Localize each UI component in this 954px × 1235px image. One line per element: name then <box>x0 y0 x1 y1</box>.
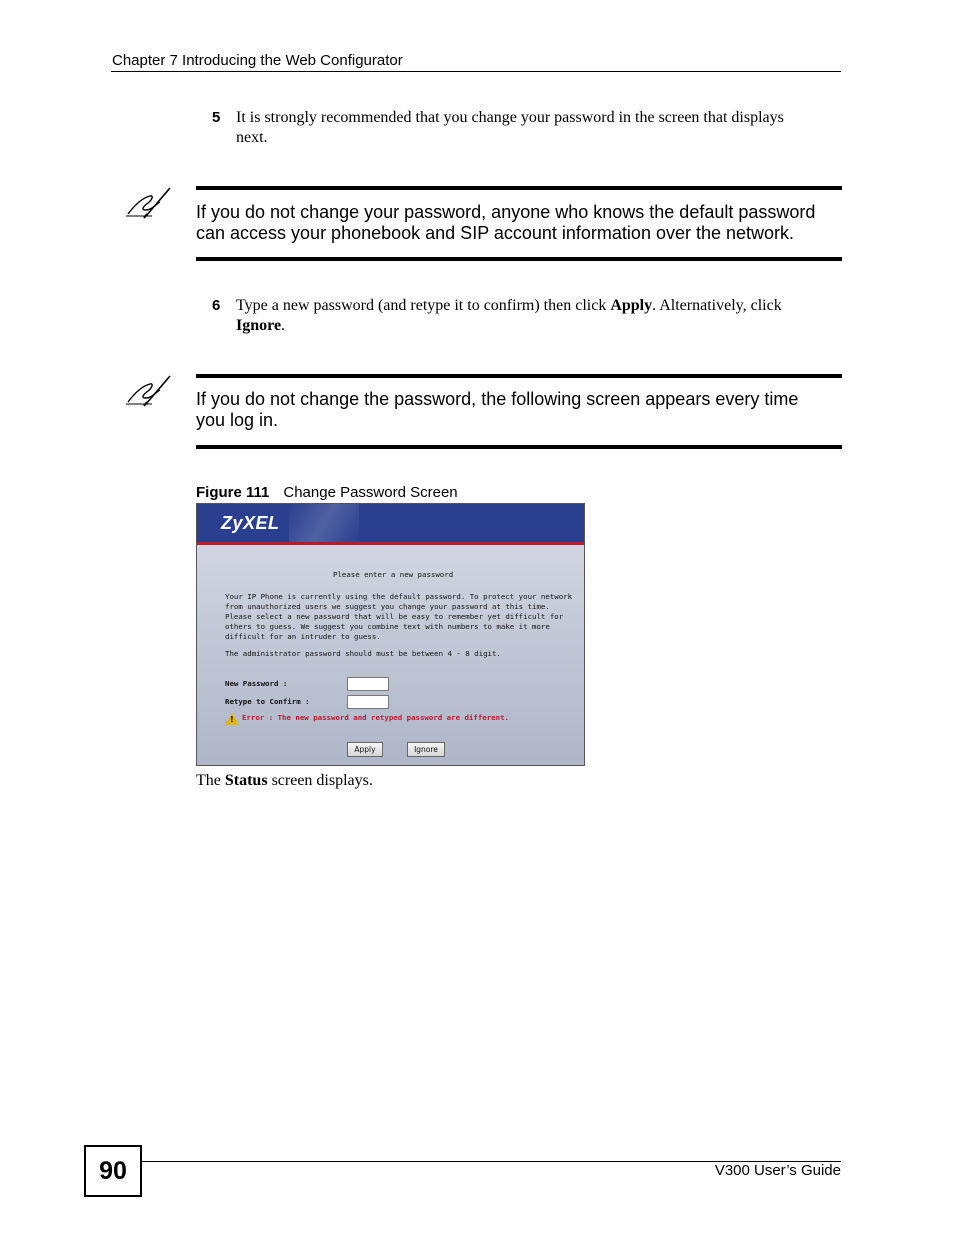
apply-button[interactable]: Apply <box>347 742 383 757</box>
status-sentence: The Status screen displays. <box>196 772 373 789</box>
note-text-line2: you log in. <box>196 410 279 430</box>
figure-title: Change Password Screen <box>283 484 458 501</box>
step-text-line2: Ignore. <box>236 317 286 334</box>
password-rule-text: The administrator password should must be between 4 - 8 digit. <box>225 649 501 658</box>
new-password-label: New Password : <box>225 679 288 688</box>
intro-line: others to guess. We suggest you combine text with numbers to make it more <box>225 622 550 631</box>
figure-label: Figure 111 <box>196 484 270 501</box>
retype-password-label: Retype to Confirm : <box>225 697 310 706</box>
note-text-line1: If you do not change the password, the following screen appears every time <box>196 389 799 409</box>
intro-line: difficult for an intruder to guess. <box>225 632 381 641</box>
change-password-screenshot: ZyXEL Please enter a new password Your IP Phone is currently using the default password. To protect your network from unauthorized users we suggest you change your password at this time. Please select a new password that will be easy to remember yet difficult for others to guess. We suggest you combine text with numbers to make it more difficult for an intruder to guess. The administrator password should must be between 4 - 8 digit. New Password : Retype to Confirm : ! Error : The new password and retyped password are different. Apply Ignore <box>196 503 585 766</box>
header-rule <box>111 71 841 72</box>
note-rule-bottom <box>196 257 842 261</box>
note-box-2 <box>124 374 842 450</box>
chapter-header: Chapter 7 Introducing the Web Configurator <box>112 52 403 69</box>
step-6 <box>212 296 842 336</box>
intro-line: Please select a new password that will be easy to remember yet difficult for <box>225 612 564 621</box>
pen-note-icon <box>124 186 174 222</box>
zyxel-logo: ZyXEL <box>221 513 280 533</box>
step-5 <box>212 108 842 148</box>
page-number: 90 <box>84 1145 142 1197</box>
step-text-line2: next. <box>236 129 268 146</box>
guide-title: V300 User’s Guide <box>714 1162 841 1179</box>
step-number: 5 <box>212 109 221 126</box>
ignore-button[interactable]: Ignore <box>407 742 445 757</box>
step-text-line1: Type a new password (and retype it to confirm) then click Apply. Alternatively, click <box>236 297 782 314</box>
intro-line: Your IP Phone is currently using the default password. To protect your network <box>225 592 573 601</box>
retype-password-input[interactable] <box>347 695 389 709</box>
note-text-line1: If you do not change your password, anyone who knows the default password <box>196 202 816 222</box>
apply-term: Apply <box>610 297 653 314</box>
banner-accent-line <box>197 542 584 545</box>
password-heading: Please enter a new password <box>333 570 454 579</box>
intro-line: from unauthorized users we suggest you change your password at this time. <box>225 602 550 611</box>
zyxel-banner <box>197 504 584 542</box>
pen-note-icon <box>124 374 174 410</box>
step-number: 6 <box>212 297 221 314</box>
note-box-1 <box>124 186 842 262</box>
step-text-line1: It is strongly recommended that you change your password in the screen that displays <box>236 109 784 126</box>
status-term: Status <box>224 772 268 789</box>
new-password-input[interactable] <box>347 677 389 691</box>
figure-caption <box>196 484 458 501</box>
note-text-line2: can access your phonebook and SIP account information over the network. <box>196 223 795 243</box>
note-rule-top <box>196 374 842 378</box>
ignore-term: Ignore <box>236 317 282 334</box>
error-message: Error : The new password and retyped password are different. <box>242 713 509 722</box>
note-rule-bottom <box>196 445 842 449</box>
note-rule-top <box>196 186 842 190</box>
